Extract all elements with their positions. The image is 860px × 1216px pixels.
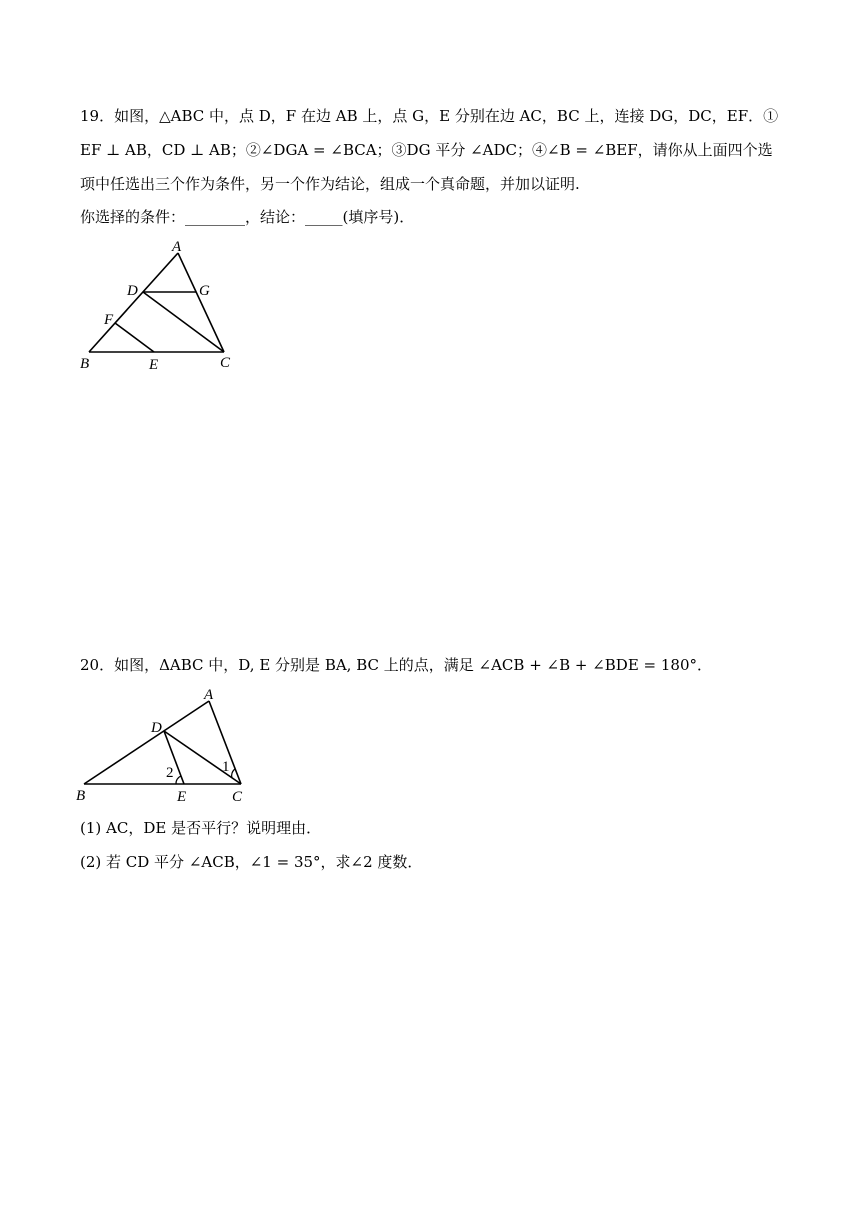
q20-label-e: E	[177, 789, 187, 805]
q20-side-ba	[84, 701, 209, 784]
q19-label-g: G	[199, 283, 210, 299]
q19-side-ac	[178, 253, 224, 352]
q19-line-2: EF ⊥ AB，CD ⊥ AB；②∠DGA = ∠BCA；③DG 平分 ∠ADC；④∠B = ∠BEF，请你从上面四个选	[80, 141, 773, 159]
q19-line-4: 你选择的条件：________，结论：_____(填序号)．	[80, 208, 415, 226]
q20-subquestion-1: (1) AC，DE 是否平行？说明理由．	[80, 819, 322, 837]
q19-label-a: A	[172, 239, 182, 255]
q19-line-3: 项中任选出三个作为条件，另一个作为结论，组成一个真命题，并加以证明.	[80, 175, 580, 193]
q20-label-angle-1: 1	[222, 759, 230, 775]
q20-label-d: D	[151, 720, 162, 736]
q20-label-a: A	[204, 687, 214, 703]
q20-segment-dc	[164, 731, 241, 784]
q20-line-1: 20．如图，ΔABC 中，D, E 分别是 BA, BC 上的点，满足 ∠ACB + ∠B + ∠BDE = 180°．	[80, 656, 713, 674]
q20-label-angle-2: 2	[166, 765, 174, 781]
q19-label-b: B	[80, 356, 90, 372]
q20-label-b: B	[76, 788, 86, 804]
q20-triangle-figure	[0, 650, 860, 820]
q19-segment-ef	[115, 323, 154, 352]
q19-label-f: F	[104, 312, 114, 328]
q19-line-1: 19．如图，△ABC 中，点 D，F 在边 AB 上，点 G，E 分别在边 AC，BC 上，连接 DG，DC，EF．①	[80, 107, 779, 125]
q19-triangle-figure	[0, 0, 860, 400]
q19-label-d: D	[127, 283, 138, 299]
q20-label-c: C	[232, 789, 243, 805]
q20-angle-1-arc	[232, 769, 235, 778]
q20-angle-2-arc	[176, 776, 181, 784]
q19-label-c: C	[220, 355, 231, 371]
q20-subquestion-2: (2) 若 CD 平分 ∠ACB，∠1 = 35°，求∠2 度数．	[80, 853, 423, 871]
q19-label-e: E	[149, 357, 159, 373]
q19-segment-dc	[143, 292, 224, 352]
